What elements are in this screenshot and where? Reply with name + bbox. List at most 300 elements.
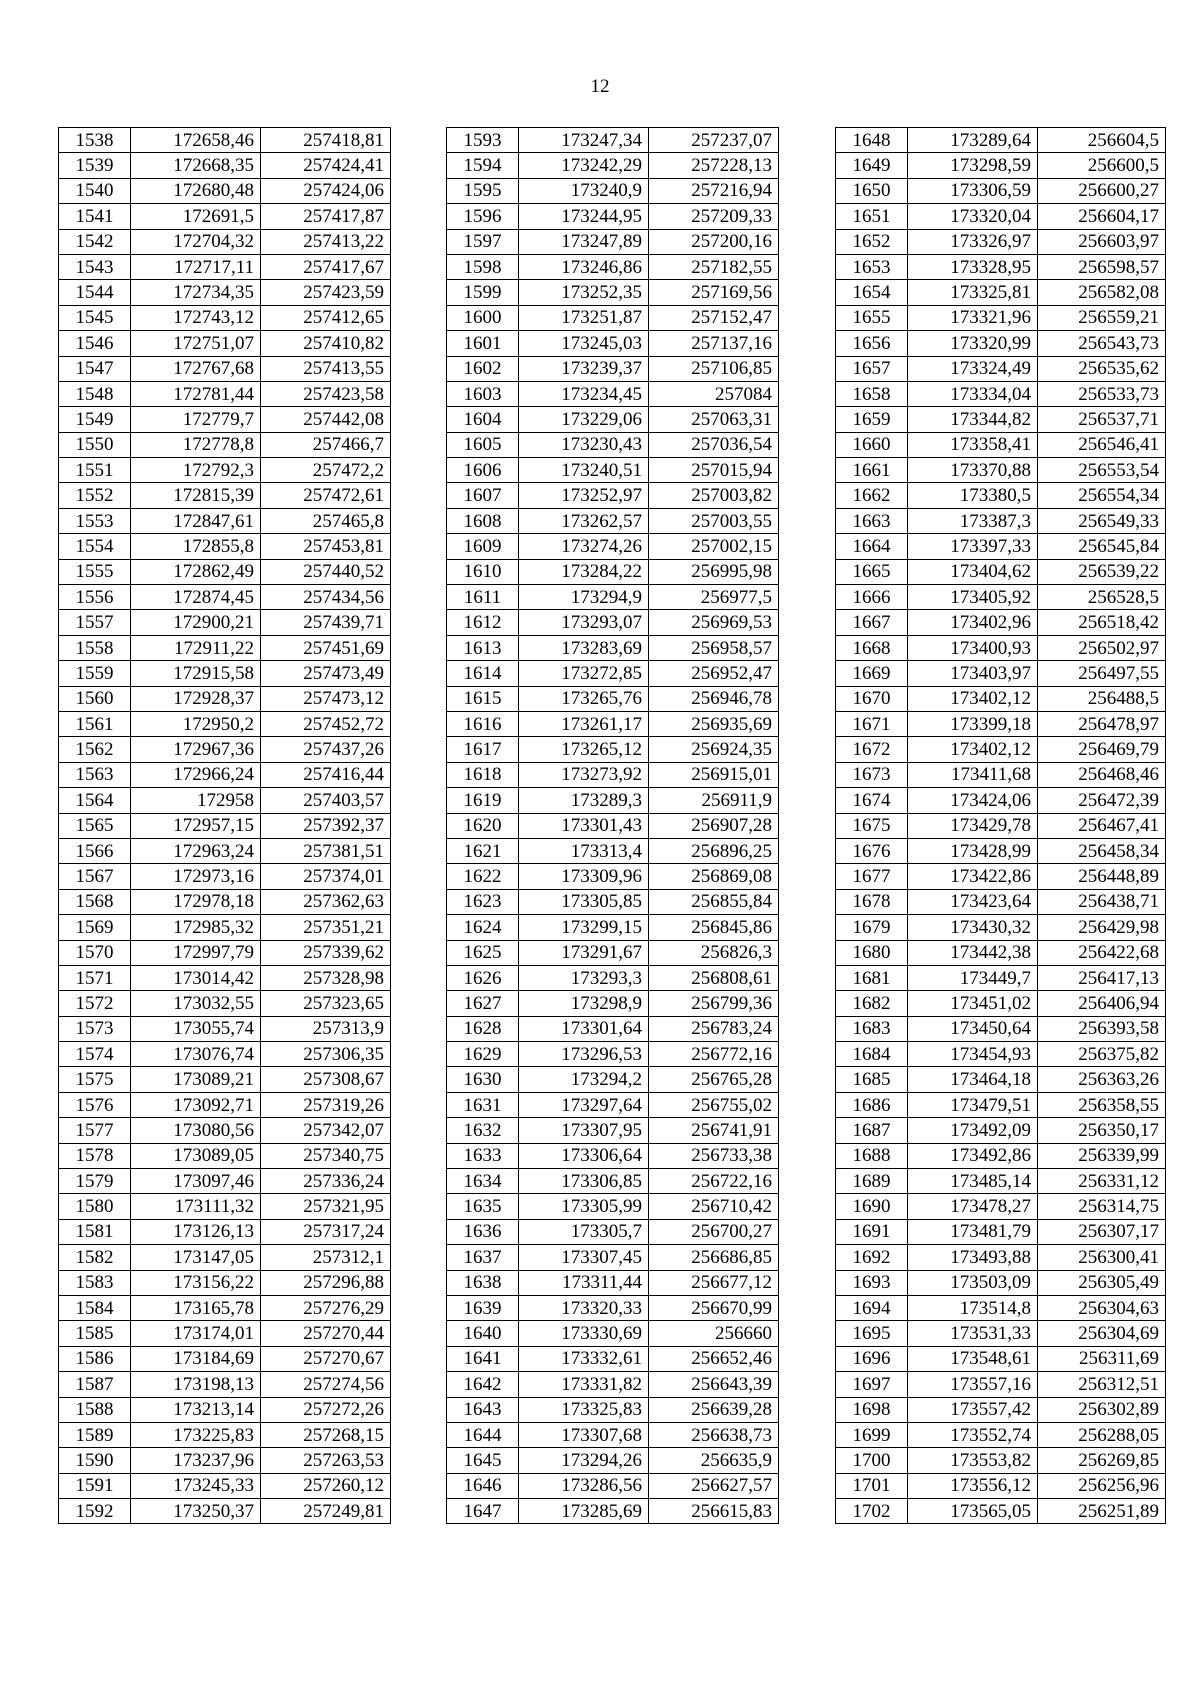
point-number-cell: 1548: [59, 381, 131, 406]
table-row: [836, 838, 1166, 863]
point-number-cell: 1606: [447, 458, 519, 483]
table-row: [836, 128, 1166, 153]
y-coordinate-cell: 256700,27: [649, 1219, 779, 1244]
point-number-cell: 1650: [836, 178, 908, 203]
x-coordinate-cell: 173402,96: [908, 610, 1038, 635]
point-number-cell: 1644: [447, 1422, 519, 1447]
point-number-cell: 1582: [59, 1245, 131, 1270]
y-coordinate-cell: 257392,37: [261, 813, 391, 838]
y-coordinate-cell: 257308,67: [261, 1067, 391, 1092]
y-coordinate-cell: 257424,06: [261, 178, 391, 203]
y-coordinate-cell: 256670,99: [649, 1295, 779, 1320]
y-coordinate-cell: 256710,42: [649, 1194, 779, 1219]
point-number-cell: 1630: [447, 1067, 519, 1092]
y-coordinate-cell: 257374,01: [261, 864, 391, 889]
y-coordinate-cell: 256598,57: [1038, 254, 1166, 279]
x-coordinate-cell: 173213,14: [131, 1397, 261, 1422]
y-coordinate-cell: 256553,54: [1038, 458, 1166, 483]
x-coordinate-cell: 173503,09: [908, 1270, 1038, 1295]
y-coordinate-cell: 257423,59: [261, 280, 391, 305]
y-coordinate-cell: 257268,15: [261, 1422, 391, 1447]
table-row: [59, 432, 391, 457]
point-number-cell: 1547: [59, 356, 131, 381]
y-coordinate-cell: 256946,78: [649, 686, 779, 711]
x-coordinate-cell: 173324,49: [908, 356, 1038, 381]
x-coordinate-cell: 173325,81: [908, 280, 1038, 305]
y-coordinate-cell: 257274,56: [261, 1372, 391, 1397]
x-coordinate-cell: 173411,68: [908, 762, 1038, 787]
table-row: [59, 889, 391, 914]
y-coordinate-cell: 256467,41: [1038, 813, 1166, 838]
x-coordinate-cell: 173251,87: [519, 305, 649, 330]
table-row: [447, 1194, 779, 1219]
point-number-cell: 1578: [59, 1143, 131, 1168]
x-coordinate-cell: 173297,64: [519, 1092, 649, 1117]
table-row: [447, 1067, 779, 1092]
table-row: [59, 838, 391, 863]
table-row: [447, 229, 779, 254]
y-coordinate-cell: 256304,63: [1038, 1295, 1166, 1320]
point-number-cell: 1684: [836, 1042, 908, 1067]
point-number-cell: 1564: [59, 788, 131, 813]
x-coordinate-cell: 173423,64: [908, 889, 1038, 914]
point-number-cell: 1589: [59, 1422, 131, 1447]
point-number-cell: 1672: [836, 737, 908, 762]
y-coordinate-cell: 256604,5: [1038, 128, 1166, 153]
x-coordinate-cell: 173481,79: [908, 1219, 1038, 1244]
y-coordinate-cell: 256722,16: [649, 1169, 779, 1194]
x-coordinate-cell: 172997,79: [131, 940, 261, 965]
y-coordinate-cell: 256772,16: [649, 1042, 779, 1067]
point-number-cell: 1571: [59, 965, 131, 990]
table-row: [447, 407, 779, 432]
table-row: [836, 1143, 1166, 1168]
point-number-cell: 1608: [447, 508, 519, 533]
table-row: [836, 1219, 1166, 1244]
point-number-cell: 1677: [836, 864, 908, 889]
x-coordinate-cell: 172751,07: [131, 331, 261, 356]
table-row: [447, 305, 779, 330]
x-coordinate-cell: 172781,44: [131, 381, 261, 406]
point-number-cell: 1579: [59, 1169, 131, 1194]
y-coordinate-cell: 256977,5: [649, 585, 779, 610]
table-row: [447, 1016, 779, 1041]
point-number-cell: 1701: [836, 1473, 908, 1498]
x-coordinate-cell: 173325,83: [519, 1397, 649, 1422]
x-coordinate-cell: 172874,45: [131, 585, 261, 610]
x-coordinate-cell: 173320,04: [908, 204, 1038, 229]
x-coordinate-cell: 173265,12: [519, 737, 649, 762]
x-coordinate-cell: 173334,04: [908, 381, 1038, 406]
table-row: [836, 635, 1166, 660]
x-coordinate-cell: 173311,44: [519, 1270, 649, 1295]
x-coordinate-cell: 173089,05: [131, 1143, 261, 1168]
table-row: [447, 661, 779, 686]
x-coordinate-cell: 173306,64: [519, 1143, 649, 1168]
x-coordinate-cell: 173313,4: [519, 838, 649, 863]
y-coordinate-cell: 257362,63: [261, 889, 391, 914]
y-coordinate-cell: 256393,58: [1038, 1016, 1166, 1041]
point-number-cell: 1689: [836, 1169, 908, 1194]
y-coordinate-cell: 256855,84: [649, 889, 779, 914]
y-coordinate-cell: 257381,51: [261, 838, 391, 863]
point-number-cell: 1576: [59, 1092, 131, 1117]
table-row: [836, 1042, 1166, 1067]
x-coordinate-cell: 173449,7: [908, 965, 1038, 990]
table-row: [447, 483, 779, 508]
x-coordinate-cell: 173370,88: [908, 458, 1038, 483]
point-number-cell: 1623: [447, 889, 519, 914]
x-coordinate-cell: 172779,7: [131, 407, 261, 432]
point-number-cell: 1699: [836, 1422, 908, 1447]
x-coordinate-cell: 172978,18: [131, 889, 261, 914]
y-coordinate-cell: 256924,35: [649, 737, 779, 762]
x-coordinate-cell: 173454,93: [908, 1042, 1038, 1067]
table-row: [447, 331, 779, 356]
y-coordinate-cell: 256312,51: [1038, 1372, 1166, 1397]
point-number-cell: 1611: [447, 585, 519, 610]
table-row: [59, 1448, 391, 1473]
table-row: [836, 432, 1166, 457]
table-row: [836, 1397, 1166, 1422]
x-coordinate-cell: 173174,01: [131, 1321, 261, 1346]
y-coordinate-cell: 257452,72: [261, 711, 391, 736]
y-coordinate-cell: 257152,47: [649, 305, 779, 330]
y-coordinate-cell: 256543,73: [1038, 331, 1166, 356]
x-coordinate-cell: 173240,51: [519, 458, 649, 483]
table-row: [59, 1067, 391, 1092]
x-coordinate-cell: 173250,37: [131, 1499, 261, 1524]
table-row: [59, 1295, 391, 1320]
x-coordinate-cell: 173428,99: [908, 838, 1038, 863]
point-number-cell: 1643: [447, 1397, 519, 1422]
point-number-cell: 1572: [59, 991, 131, 1016]
x-coordinate-cell: 172792,3: [131, 458, 261, 483]
point-number-cell: 1542: [59, 229, 131, 254]
y-coordinate-cell: 256422,68: [1038, 940, 1166, 965]
point-number-cell: 1544: [59, 280, 131, 305]
point-number-cell: 1624: [447, 915, 519, 940]
x-coordinate-cell: 173298,59: [908, 153, 1038, 178]
table-row: [836, 1321, 1166, 1346]
table-row: [836, 356, 1166, 381]
y-coordinate-cell: 257106,85: [649, 356, 779, 381]
point-number-cell: 1669: [836, 661, 908, 686]
table-row: [59, 1372, 391, 1397]
point-number-cell: 1676: [836, 838, 908, 863]
x-coordinate-cell: 173301,64: [519, 1016, 649, 1041]
y-coordinate-cell: 257200,16: [649, 229, 779, 254]
x-coordinate-cell: 173331,82: [519, 1372, 649, 1397]
table-row: [59, 711, 391, 736]
point-number-cell: 1685: [836, 1067, 908, 1092]
y-coordinate-cell: 256652,46: [649, 1346, 779, 1371]
y-coordinate-cell: 256350,17: [1038, 1118, 1166, 1143]
y-coordinate-cell: 257413,22: [261, 229, 391, 254]
point-number-cell: 1552: [59, 483, 131, 508]
point-number-cell: 1661: [836, 458, 908, 483]
x-coordinate-cell: 173307,95: [519, 1118, 649, 1143]
point-number-cell: 1565: [59, 813, 131, 838]
y-coordinate-cell: 257182,55: [649, 254, 779, 279]
point-number-cell: 1667: [836, 610, 908, 635]
x-coordinate-cell: 173245,33: [131, 1473, 261, 1498]
point-number-cell: 1636: [447, 1219, 519, 1244]
table-row: [59, 737, 391, 762]
point-number-cell: 1665: [836, 559, 908, 584]
point-number-cell: 1700: [836, 1448, 908, 1473]
coordinate-table-2: [446, 127, 779, 1524]
table-row: [59, 356, 391, 381]
x-coordinate-cell: 173294,9: [519, 585, 649, 610]
table-row: [836, 229, 1166, 254]
point-number-cell: 1688: [836, 1143, 908, 1168]
y-coordinate-cell: 256307,17: [1038, 1219, 1166, 1244]
point-number-cell: 1621: [447, 838, 519, 863]
y-coordinate-cell: 257403,57: [261, 788, 391, 813]
y-coordinate-cell: 256533,73: [1038, 381, 1166, 406]
table-row: [447, 356, 779, 381]
table-row: [836, 991, 1166, 1016]
y-coordinate-cell: 257237,07: [649, 128, 779, 153]
table-row: [447, 559, 779, 584]
table-row: [59, 1473, 391, 1498]
table-row: [836, 204, 1166, 229]
y-coordinate-cell: 256799,36: [649, 991, 779, 1016]
x-coordinate-cell: 173307,45: [519, 1245, 649, 1270]
x-coordinate-cell: 173273,92: [519, 762, 649, 787]
x-coordinate-cell: 173424,06: [908, 788, 1038, 813]
x-coordinate-cell: 173252,35: [519, 280, 649, 305]
y-coordinate-cell: 256755,02: [649, 1092, 779, 1117]
point-number-cell: 1613: [447, 635, 519, 660]
point-number-cell: 1595: [447, 178, 519, 203]
y-coordinate-cell: 257036,54: [649, 432, 779, 457]
point-number-cell: 1635: [447, 1194, 519, 1219]
point-number-cell: 1600: [447, 305, 519, 330]
table-row: [59, 635, 391, 660]
point-number-cell: 1660: [836, 432, 908, 457]
table-row: [59, 1169, 391, 1194]
x-coordinate-cell: 172704,32: [131, 229, 261, 254]
point-number-cell: 1698: [836, 1397, 908, 1422]
x-coordinate-cell: 172717,11: [131, 254, 261, 279]
x-coordinate-cell: 173479,51: [908, 1092, 1038, 1117]
table-row: [836, 762, 1166, 787]
table-row: [447, 1143, 779, 1168]
point-number-cell: 1620: [447, 813, 519, 838]
y-coordinate-cell: 256907,28: [649, 813, 779, 838]
x-coordinate-cell: 173429,78: [908, 813, 1038, 838]
y-coordinate-cell: 256935,69: [649, 711, 779, 736]
table-row: [59, 1219, 391, 1244]
y-coordinate-cell: 257472,2: [261, 458, 391, 483]
point-number-cell: 1671: [836, 711, 908, 736]
y-coordinate-cell: 256288,05: [1038, 1422, 1166, 1447]
table-row: [447, 534, 779, 559]
point-number-cell: 1619: [447, 788, 519, 813]
point-number-cell: 1627: [447, 991, 519, 1016]
table-row: [59, 1422, 391, 1447]
x-coordinate-cell: 173553,82: [908, 1448, 1038, 1473]
table-row: [836, 381, 1166, 406]
table-row: [836, 686, 1166, 711]
y-coordinate-cell: 256604,17: [1038, 204, 1166, 229]
y-coordinate-cell: 256539,22: [1038, 559, 1166, 584]
x-coordinate-cell: 173306,85: [519, 1169, 649, 1194]
y-coordinate-cell: 257416,44: [261, 762, 391, 787]
y-coordinate-cell: 257312,1: [261, 1245, 391, 1270]
point-number-cell: 1626: [447, 965, 519, 990]
y-coordinate-cell: 257336,24: [261, 1169, 391, 1194]
x-coordinate-cell: 173252,97: [519, 483, 649, 508]
x-coordinate-cell: 173286,56: [519, 1473, 649, 1498]
y-coordinate-cell: 257465,8: [261, 508, 391, 533]
x-coordinate-cell: 173402,12: [908, 686, 1038, 711]
x-coordinate-cell: 173147,05: [131, 1245, 261, 1270]
point-number-cell: 1664: [836, 534, 908, 559]
y-coordinate-cell: 256600,27: [1038, 178, 1166, 203]
table-row: [59, 991, 391, 1016]
x-coordinate-cell: 172734,35: [131, 280, 261, 305]
table-row: [836, 1448, 1166, 1473]
table-row: [59, 965, 391, 990]
y-coordinate-cell: 256469,79: [1038, 737, 1166, 762]
y-coordinate-cell: 257015,94: [649, 458, 779, 483]
point-number-cell: 1678: [836, 889, 908, 914]
x-coordinate-cell: 172691,5: [131, 204, 261, 229]
point-number-cell: 1550: [59, 432, 131, 457]
table-row: [447, 1295, 779, 1320]
table-row: [59, 331, 391, 356]
point-number-cell: 1556: [59, 585, 131, 610]
x-coordinate-cell: 173247,89: [519, 229, 649, 254]
x-coordinate-cell: 173422,86: [908, 864, 1038, 889]
table-row: [59, 305, 391, 330]
x-coordinate-cell: 173320,99: [908, 331, 1038, 356]
x-coordinate-cell: 173485,14: [908, 1169, 1038, 1194]
point-number-cell: 1597: [447, 229, 519, 254]
point-number-cell: 1588: [59, 1397, 131, 1422]
point-number-cell: 1577: [59, 1118, 131, 1143]
y-coordinate-cell: 257413,55: [261, 356, 391, 381]
table-row: [447, 1346, 779, 1371]
table-row: [447, 432, 779, 457]
y-coordinate-cell: 256643,39: [649, 1372, 779, 1397]
x-coordinate-cell: 173284,22: [519, 559, 649, 584]
table-row: [836, 407, 1166, 432]
table-row: [59, 915, 391, 940]
point-number-cell: 1573: [59, 1016, 131, 1041]
table-row: [447, 204, 779, 229]
y-coordinate-cell: 257003,82: [649, 483, 779, 508]
point-number-cell: 1539: [59, 153, 131, 178]
point-number-cell: 1656: [836, 331, 908, 356]
x-coordinate-cell: 173156,22: [131, 1270, 261, 1295]
table-row: [59, 788, 391, 813]
point-number-cell: 1666: [836, 585, 908, 610]
table-row: [447, 1092, 779, 1117]
point-number-cell: 1568: [59, 889, 131, 914]
point-number-cell: 1593: [447, 128, 519, 153]
table-row: [447, 940, 779, 965]
point-number-cell: 1553: [59, 508, 131, 533]
coordinate-table-1: [58, 127, 391, 1524]
x-coordinate-cell: 173442,38: [908, 940, 1038, 965]
table-row: [59, 483, 391, 508]
x-coordinate-cell: 173092,71: [131, 1092, 261, 1117]
y-coordinate-cell: 256546,41: [1038, 432, 1166, 457]
point-number-cell: 1670: [836, 686, 908, 711]
point-number-cell: 1557: [59, 610, 131, 635]
x-coordinate-cell: 173552,74: [908, 1422, 1038, 1447]
y-coordinate-cell: 257296,88: [261, 1270, 391, 1295]
point-number-cell: 1631: [447, 1092, 519, 1117]
table-row: [836, 1169, 1166, 1194]
table-row: [836, 559, 1166, 584]
point-number-cell: 1596: [447, 204, 519, 229]
point-number-cell: 1690: [836, 1194, 908, 1219]
table-row: [836, 534, 1166, 559]
table-row: [836, 1245, 1166, 1270]
x-coordinate-cell: 173198,13: [131, 1372, 261, 1397]
y-coordinate-cell: 256478,97: [1038, 711, 1166, 736]
x-coordinate-cell: 173285,69: [519, 1499, 649, 1524]
y-coordinate-cell: 256305,49: [1038, 1270, 1166, 1295]
x-coordinate-cell: 173294,2: [519, 1067, 649, 1092]
table-row: [447, 508, 779, 533]
point-number-cell: 1659: [836, 407, 908, 432]
point-number-cell: 1609: [447, 534, 519, 559]
x-coordinate-cell: 173184,69: [131, 1346, 261, 1371]
y-coordinate-cell: 256363,26: [1038, 1067, 1166, 1092]
table-row: [59, 864, 391, 889]
x-coordinate-cell: 173291,67: [519, 940, 649, 965]
table-row: [59, 661, 391, 686]
table-row: [447, 585, 779, 610]
y-coordinate-cell: 257439,71: [261, 610, 391, 635]
table-row: [59, 534, 391, 559]
y-coordinate-cell: 256638,73: [649, 1422, 779, 1447]
point-number-cell: 1566: [59, 838, 131, 863]
y-coordinate-cell: 257276,29: [261, 1295, 391, 1320]
point-number-cell: 1612: [447, 610, 519, 635]
y-coordinate-cell: 257169,56: [649, 280, 779, 305]
y-coordinate-cell: 257137,16: [649, 331, 779, 356]
y-coordinate-cell: 256958,57: [649, 635, 779, 660]
y-coordinate-cell: 256765,28: [649, 1067, 779, 1092]
x-coordinate-cell: 173397,33: [908, 534, 1038, 559]
point-number-cell: 1570: [59, 940, 131, 965]
y-coordinate-cell: 257319,26: [261, 1092, 391, 1117]
y-coordinate-cell: 256554,34: [1038, 483, 1166, 508]
point-number-cell: 1567: [59, 864, 131, 889]
y-coordinate-cell: 256375,82: [1038, 1042, 1166, 1067]
x-coordinate-cell: 173262,57: [519, 508, 649, 533]
point-number-cell: 1546: [59, 331, 131, 356]
y-coordinate-cell: 256600,5: [1038, 153, 1166, 178]
x-coordinate-cell: 172900,21: [131, 610, 261, 635]
y-coordinate-cell: 256304,69: [1038, 1321, 1166, 1346]
point-number-cell: 1654: [836, 280, 908, 305]
table-row: [836, 965, 1166, 990]
x-coordinate-cell: 172973,16: [131, 864, 261, 889]
table-row: [59, 458, 391, 483]
point-number-cell: 1637: [447, 1245, 519, 1270]
point-number-cell: 1680: [836, 940, 908, 965]
table-row: [59, 1042, 391, 1067]
x-coordinate-cell: 173306,59: [908, 178, 1038, 203]
